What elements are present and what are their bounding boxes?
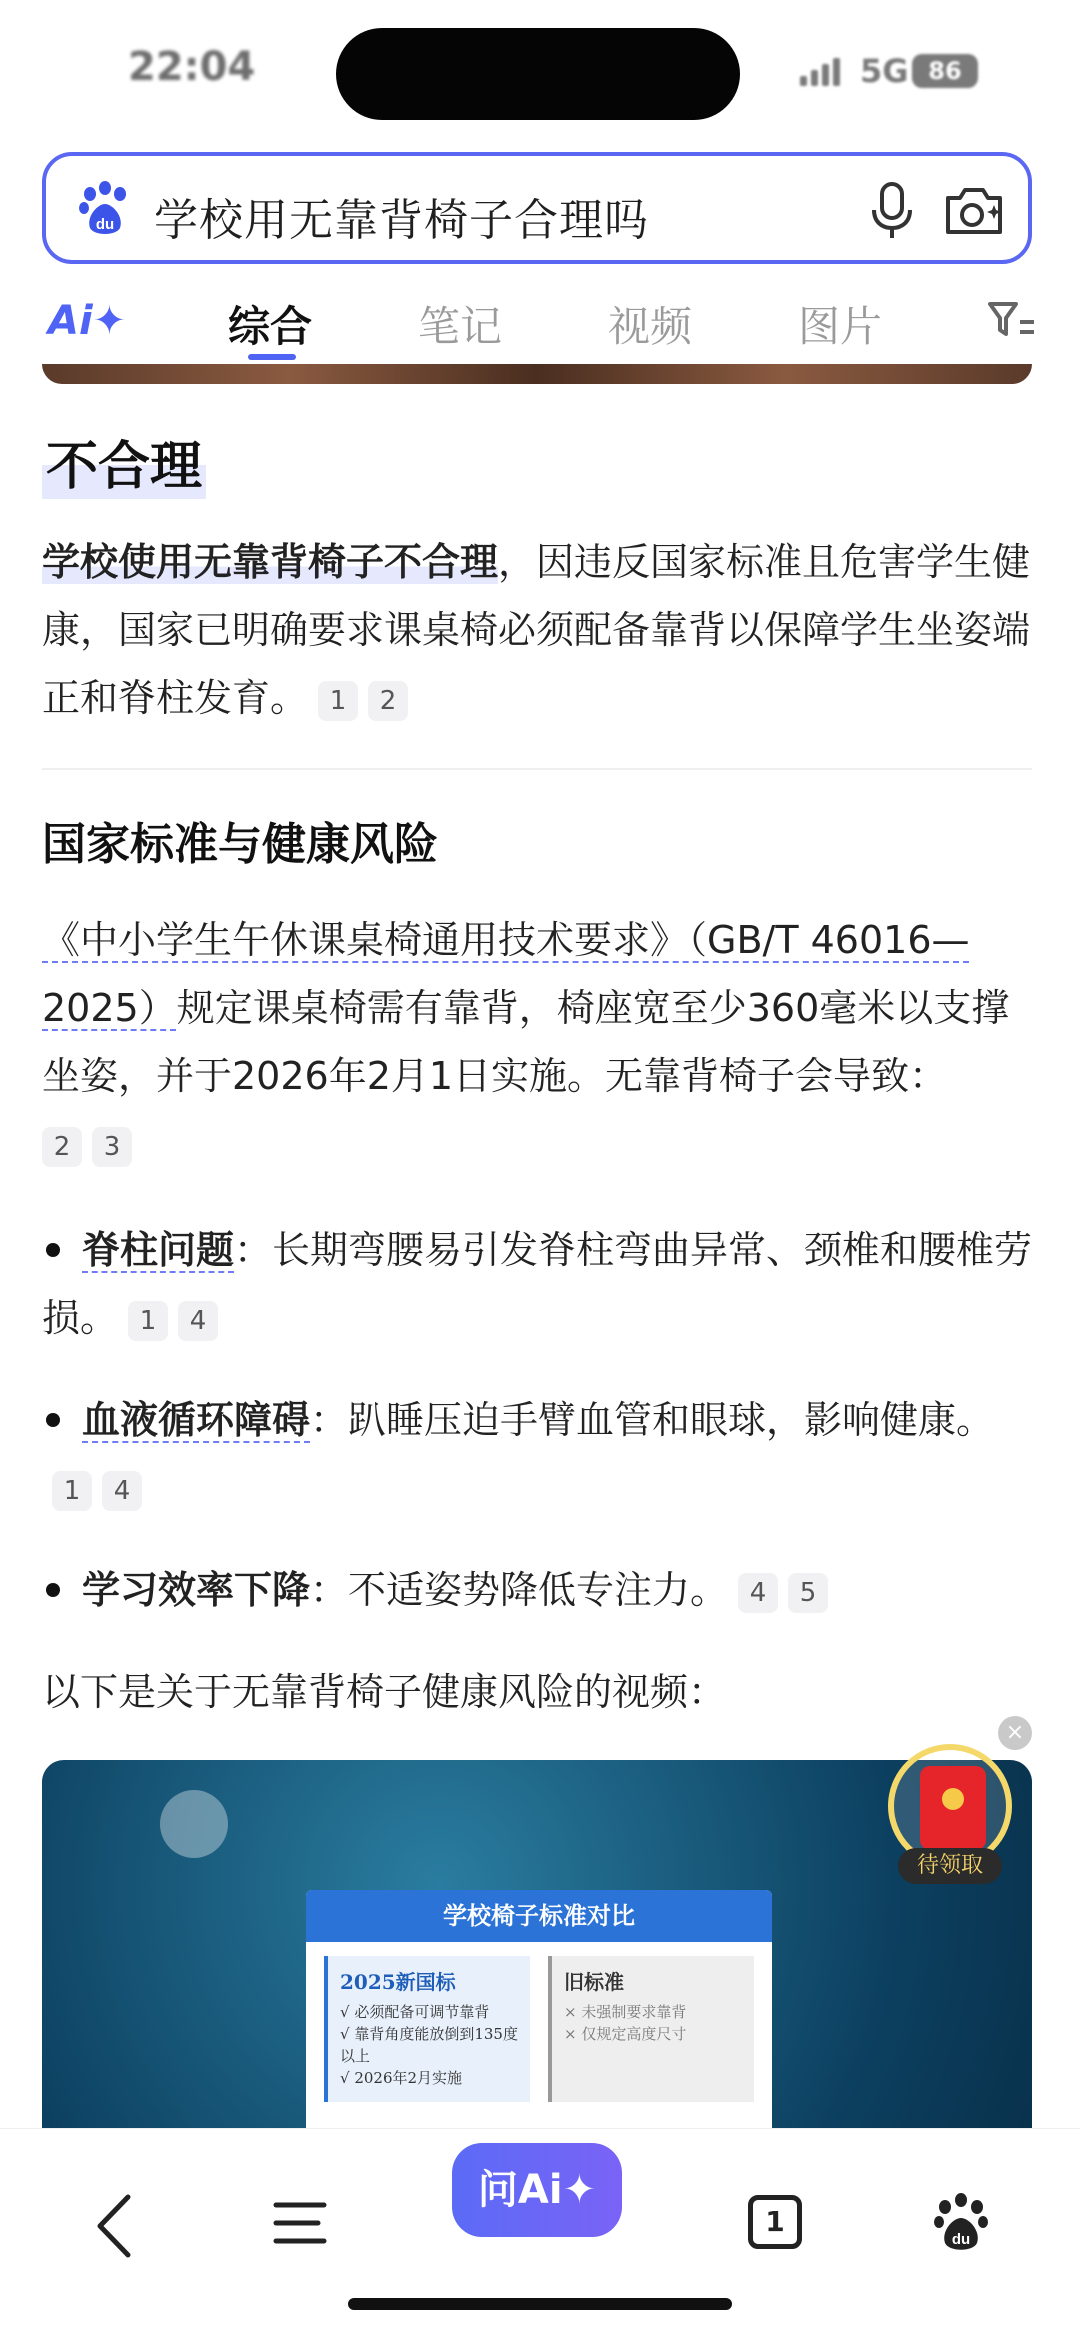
- svg-text:du: du: [95, 216, 115, 233]
- citation-badge[interactable]: 1: [52, 1471, 92, 1511]
- tab-video[interactable]: 视频: [608, 302, 693, 351]
- standard-link[interactable]: 《中小学生午休课桌椅通用技术要求》（GB/T 46016—2025）: [42, 918, 970, 1030]
- new-standard-line: √ 2026年2月实施: [340, 2069, 463, 2087]
- tab-bar: [0, 282, 1080, 372]
- bullet-term[interactable]: 血液循环障碍: [82, 1398, 311, 1442]
- citation-badge[interactable]: 4: [738, 1573, 778, 1613]
- citation-badge[interactable]: 2: [42, 1127, 82, 1167]
- tab-notes[interactable]: 笔记: [418, 302, 503, 351]
- new-standard-panel: [324, 1956, 530, 2102]
- bullet-text: ：不适姿势降低专注力。: [310, 1568, 729, 1612]
- board-title: 学校椅子标准对比: [306, 1890, 772, 1942]
- video-card[interactable]: [42, 1760, 1032, 2180]
- battery-indicator: 86: [912, 54, 978, 88]
- citation-badge[interactable]: 1: [128, 1301, 168, 1341]
- dynamic-island: [336, 28, 740, 120]
- network-type: 5G: [860, 52, 909, 90]
- citation-badge[interactable]: 1: [318, 681, 358, 721]
- bullet-dot: [46, 1243, 60, 1257]
- camera-search-icon[interactable]: [942, 180, 1006, 240]
- list-item: [42, 1556, 1038, 1624]
- citation-badge[interactable]: 5: [788, 1573, 828, 1613]
- tab-ai[interactable]: Ai✦: [48, 298, 127, 344]
- active-tab-indicator: [248, 354, 296, 360]
- ask-ai-button[interactable]: 问Ai✦: [452, 2143, 622, 2237]
- citation-badge[interactable]: 4: [102, 1471, 142, 1511]
- citation-badge[interactable]: 4: [178, 1301, 218, 1341]
- baidu-paw-icon: [76, 180, 134, 238]
- home-indicator: [348, 2298, 732, 2310]
- old-standard-title: 旧标准: [564, 1970, 624, 1994]
- status-bar: [0, 0, 1080, 150]
- old-standard-line: × 仅规定高度尺寸: [564, 2025, 687, 2043]
- new-standard-line: √ 靠背角度能放倒到135度以上: [340, 2025, 518, 2065]
- status-time: 22:04: [128, 44, 256, 90]
- baidu-home-icon[interactable]: [932, 2191, 990, 2253]
- close-icon[interactable]: ×: [998, 1716, 1032, 1750]
- standard-paragraph: [42, 906, 1038, 1178]
- bullet-text: ：趴睡压迫手臂血管和眼球，影响健康。: [310, 1398, 995, 1442]
- back-icon[interactable]: [90, 2191, 140, 2261]
- conclusion-highlight[interactable]: 学校使用无靠背椅子不合理: [42, 540, 499, 584]
- new-standard-title: 2025新国标: [340, 1970, 456, 1994]
- conclusion-heading: 不合理: [42, 424, 206, 499]
- search-input[interactable]: 学校用无靠背椅子合理吗: [154, 195, 649, 246]
- citation-badge[interactable]: 2: [368, 681, 408, 721]
- menu-icon[interactable]: [272, 2195, 328, 2251]
- search-bar[interactable]: [42, 152, 1032, 264]
- filter-icon[interactable]: [986, 298, 1036, 344]
- signal-icon: [800, 58, 840, 86]
- list-item: [42, 1216, 1038, 1352]
- bullet-text: ：长期弯腰易引发脊柱弯曲异常、颈椎和腰椎劳损。: [42, 1228, 1033, 1340]
- bullet-dot: [46, 1413, 60, 1427]
- standard-text: 规定课桌椅需有靠背，椅座宽至少360毫米以支撑坐姿，并于2026年2月1日实施。无靠背椅子会导致：: [42, 986, 1010, 1098]
- bullet-term[interactable]: 学习效率下降: [82, 1568, 311, 1612]
- svg-text:du: du: [951, 2231, 971, 2248]
- bullet-dot: [46, 1583, 60, 1597]
- citation-badge[interactable]: 3: [92, 1127, 132, 1167]
- divider: [42, 768, 1032, 770]
- video-intro: 以下是关于无靠背椅子健康风险的视频：: [42, 1670, 727, 1714]
- red-envelope-icon: [920, 1766, 986, 1850]
- new-standard-line: √ 必须配备可调节靠背: [340, 2003, 490, 2021]
- tab-all[interactable]: 综合: [228, 302, 313, 351]
- list-item: [42, 1386, 1038, 1522]
- conclusion-text: ，因违反国家标准且危害学生健康，国家已明确要求课桌椅必须配备靠背以保障学生坐姿端正和脊柱发育。: [42, 540, 1031, 720]
- section-heading: 国家标准与健康风险: [42, 819, 438, 870]
- old-standard-line: × 未强制要求靠背: [564, 2003, 687, 2021]
- video-decoration: [160, 1790, 228, 1858]
- page-count-button[interactable]: 1: [748, 2195, 802, 2249]
- previous-image-bottom-edge: [42, 364, 1032, 384]
- conclusion-paragraph: [42, 528, 1038, 732]
- bullet-term[interactable]: 脊柱问题: [82, 1228, 235, 1272]
- tab-images[interactable]: 图片: [798, 302, 883, 351]
- microphone-icon[interactable]: [864, 178, 920, 242]
- old-standard-panel: [548, 1956, 754, 2102]
- red-packet-label[interactable]: 待领取: [898, 1848, 1002, 1884]
